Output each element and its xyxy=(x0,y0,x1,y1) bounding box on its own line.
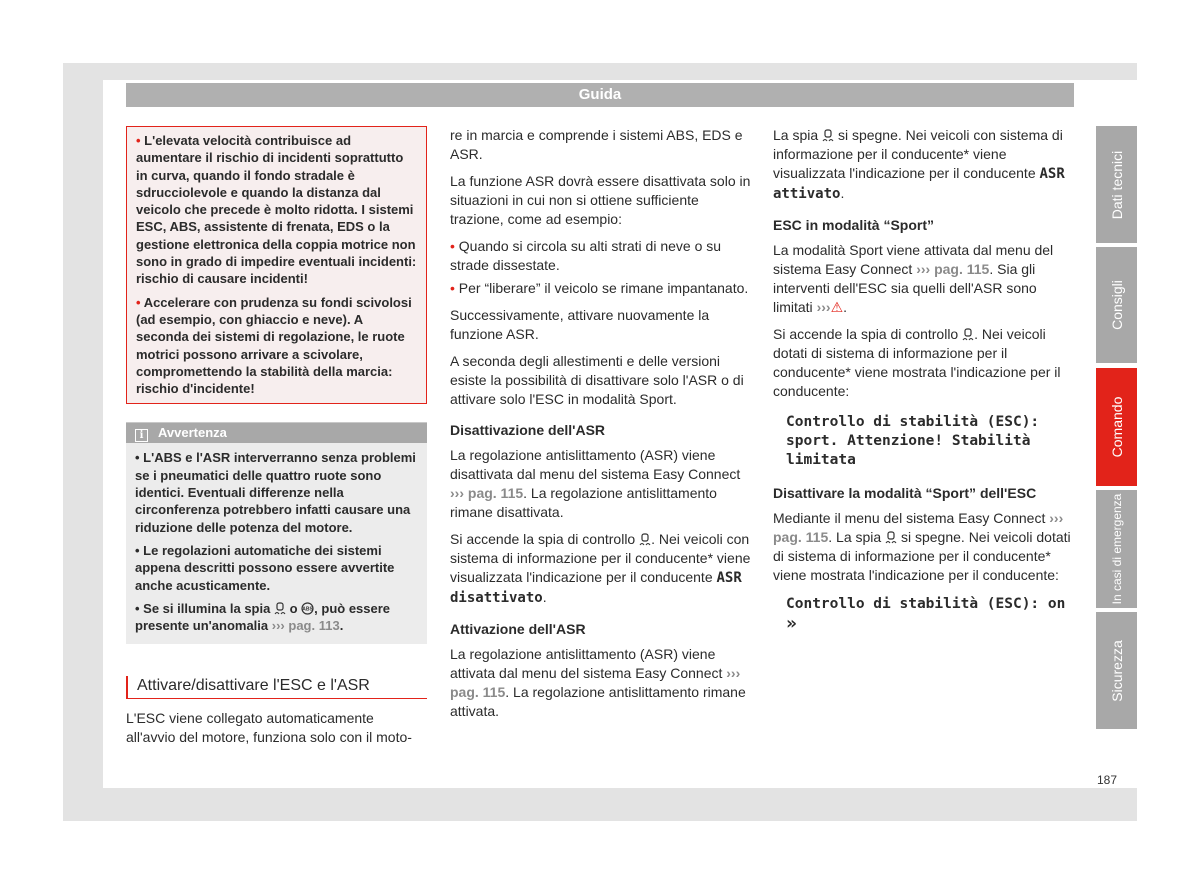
body-paragraph: Si accende la spia di controllo . Nei veicoli dotati di sistema di informazione per il conducente* viene mostrata l'indicazione per il conducente: xyxy=(773,326,1061,399)
note-item: • L'ABS e l'ASR interverranno senza problemi se i pneumatici delle quattro ruote sono identici. Eventuali differenze nella circonferenza potrebbero infatti causare una riduzione delle potenza del motore. xyxy=(135,450,416,535)
esc-warning-icon xyxy=(274,602,286,615)
warning-triangle-icon: ⚠ xyxy=(830,299,844,315)
warning-item: • Accelerare con prudenza su fondi scivolosi (ad esempio, con ghiaccio e neve). A seconda dei sistemi di regolazione, le ruote motrici possono arrivare a scivolare, compromettendo la stabilità della marcia: rischio d'incidente! xyxy=(136,294,412,397)
column-1 xyxy=(126,126,427,755)
column-2 xyxy=(450,126,752,729)
body-paragraph: La funzione ASR dovrà essere disattivata solo in situazioni in cui non si ottiene sufficiente trazione, come ad esempio: xyxy=(450,173,751,227)
info-icon: i xyxy=(135,429,148,442)
column-3 xyxy=(773,126,1075,649)
abs-warning-icon xyxy=(301,602,314,615)
body-paragraph: A seconda degli allestimenti e delle versioni esiste la possibilità di disattivare solo l'ASR o di attivare solo l'ESC in modalità Sport. xyxy=(450,353,744,407)
tab-comando[interactable]: Comando xyxy=(1096,368,1137,486)
page-number: 187 xyxy=(1097,773,1118,787)
note-box xyxy=(126,422,427,644)
body-paragraph: Mediante il menu del sistema Easy Connect ››› pag. 115. La spia si spegne. Nei veicoli dotati di sistema di informazione per il conducente* viene mostrata l'indicazione per il conducente: xyxy=(773,510,1071,583)
page-ref-link[interactable]: ››› pag. 113 xyxy=(271,618,340,634)
page-ref-link[interactable]: ››› pag. 115 xyxy=(450,665,741,700)
note-body xyxy=(126,443,427,644)
tab-in-casi-di-emergenza[interactable]: In casi di emergenza xyxy=(1096,490,1137,608)
tab-consigli[interactable]: Consigli xyxy=(1096,247,1137,363)
bullet-item: • Per “liberare” il veicolo se rimane impantanato. xyxy=(450,280,749,296)
body-paragraph: Si accende la spia di controllo . Nei veicoli con sistema di informazione per il conducente* viene visualizzata l'indicazione per il conducente ASR disattivato. xyxy=(450,531,751,606)
body-paragraph: Successivamente, attivare nuovamente la funzione ASR. xyxy=(450,307,710,342)
bullet-item: • Quando si circola su alti strati di neve o su strade dissestate. xyxy=(450,238,722,273)
section-title: Attivare/disattivare l'ESC e l'ASR xyxy=(126,676,427,699)
page-ref-link[interactable]: ››› pag. 115 xyxy=(450,485,524,501)
body-paragraph: La regolazione antislittamento (ASR) viene disattivata dal menu del sistema Easy Connect ››› pag. 115. La regolazione antislittamento rimane disattivata. xyxy=(450,447,741,520)
tab-dati-tecnici[interactable]: Dati tecnici xyxy=(1096,126,1137,243)
tab-sicurezza[interactable]: Sicurezza xyxy=(1096,612,1137,729)
warning-item: • L'elevata velocità contribuisce ad aumentare il rischio di incidenti soprattutto in curva, quando il fondo stradale è sdrucciolevole e quando la distanza dal veicolo che precede è molto ridotta. I sistemi ESC, ABS, assistente di frenata, EDS o la gestione elettronica della coppia motrice non sono in grado di impedire eventuali incidenti: rischio di causare incidenti! xyxy=(136,133,417,287)
subheading: Disattivare la modalità “Sport” dell'ESC xyxy=(773,485,1037,501)
continue-arrow-icon: » xyxy=(786,613,797,634)
subheading: Attivazione dell'ASR xyxy=(450,621,586,637)
warning-box xyxy=(126,126,427,404)
esc-warning-icon xyxy=(962,328,974,341)
body-paragraph: La modalità Sport viene attivata dal menu del sistema Easy Connect ››› pag. 115. Sia gli interventi dell'ESC sia quelli dell'ASR sono limitati ›››⚠. xyxy=(773,242,1054,315)
display-message: Controllo di stabilità (ESC): sport. Attenzione! Stabilità limitata xyxy=(786,414,1040,468)
page-ref-link[interactable]: ››› pag. 115 xyxy=(773,510,1064,545)
page-header: Guida xyxy=(126,83,1074,107)
esc-warning-icon xyxy=(822,129,834,142)
display-message: Controllo di stabilità (ESC): on » xyxy=(786,596,1066,634)
body-paragraph: La regolazione antislittamento (ASR) viene attivata dal menu del sistema Easy Connect ››› pag. 115. La regolazione antislittamento rimane attivata. xyxy=(450,646,746,719)
body-paragraph: re in marcia e comprende i sistemi ABS, EDS e ASR. xyxy=(450,127,743,162)
esc-warning-icon xyxy=(885,531,897,544)
note-item: • Le regolazioni automatiche dei sistemi appena descritti possono essere avvertite anche acusticamente. xyxy=(135,542,395,593)
subheading: Disattivazione dell'ASR xyxy=(450,422,606,438)
esc-warning-icon xyxy=(639,533,651,546)
note-item: • Se si illumina la spia o ABS , può essere presente un'anomalia ››› pag. 113. xyxy=(135,600,391,634)
svg-text:ABS: ABS xyxy=(302,606,313,613)
body-paragraph: La spia si spegne. Nei veicoli con sistema di informazione per il conducente* viene visualizzata l'indicazione per il conducente ASR attivato. xyxy=(773,127,1065,202)
page-ref-link[interactable]: ››› pag. 115 xyxy=(916,261,990,277)
subheading: ESC in modalità “Sport” xyxy=(773,217,935,233)
note-header: i Avvertenza xyxy=(126,423,427,443)
body-paragraph: L'ESC viene collegato automaticamente all'avvio del motore, funziona solo con il moto- xyxy=(126,710,412,746)
